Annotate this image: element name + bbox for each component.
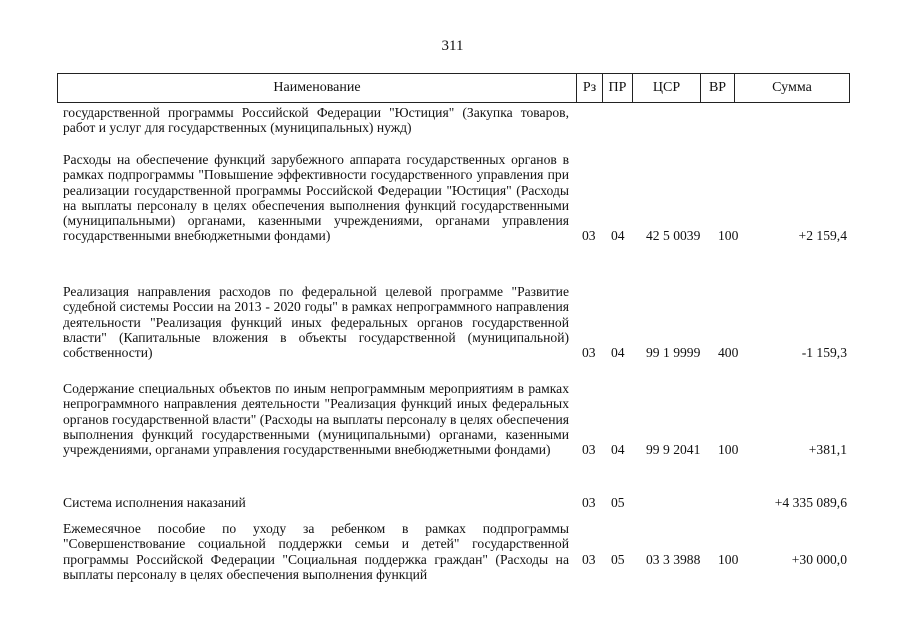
table-row [63,105,853,136]
table-row [63,152,853,244]
table-row [63,284,853,360]
row-csr: 03 3 3988 [646,551,701,567]
table-row [63,381,853,457]
row-csr: 99 9 2041 [646,442,701,458]
row-rz: 03 [582,495,596,510]
header-pr: ПР [602,74,632,102]
row-name: Реализация направления расходов по федеральной целевой программе "Развитие судебной системы России на 2013 - 2020 годы" в рамках непрограммного направления деятельности "Реализация функций иных федеральных органов государственной власти" (Капитальные вложения в объекты государственной (муниципальной) собственности) [63,284,569,361]
row-name: государственной программы Российской Федерации "Юстиция" (Закупка товаров, работ и услуг для государственных (муниципальных) нужд) [63,105,569,136]
row-pr: 05 [611,495,625,510]
row-rz: 03 [582,345,596,361]
row-sum: +30 000,0 [791,551,847,567]
header-csr: ЦСР [632,74,700,102]
row-pr: 05 [611,551,625,567]
table-row [63,495,853,510]
page-number: 311 [441,38,464,54]
row-name: Система исполнения наказаний [63,495,246,510]
row-vr: 100 [718,442,739,458]
row-rz: 03 [582,228,596,244]
table-header [57,73,850,103]
row-sum: +381,1 [808,442,847,458]
row-vr: 100 [718,228,739,244]
row-csr: 42 5 0039 [646,228,701,244]
row-rz: 03 [582,442,596,458]
row-name: Ежемесячное пособие по уходу за ребенком в рамках подпрограммы "Совершенствование социальной поддержки семьи и детей" государственной программы Российской Федерации "Социальная поддержка граждан" (Расходы на выплаты персоналу в целях обеспечения выполнения функций [63,521,569,582]
row-name: Расходы на обеспечение функций зарубежного аппарата государственных органов в рамках подпрограммы "Повышение эффективности государственного управления при реализации государственной программы Российской Федерации "Юстиция" (Расходы на выплаты персоналу в целях обеспечения выполнения функций государственными (муниципальными) органами, казенными учреждениями, органами управления государственными внебюджетными фондами) [63,152,569,244]
header-vr: ВР [700,74,734,102]
header-sum: Сумма [734,74,849,102]
row-pr: 04 [611,228,625,244]
table-row [63,521,853,582]
row-vr: 400 [718,345,739,361]
row-csr: 99 1 9999 [646,345,701,361]
row-pr: 04 [611,442,625,458]
header-rz: Рз [576,74,602,102]
header-name: Наименование [273,80,361,95]
row-rz: 03 [582,551,596,567]
row-sum: -1 159,3 [801,345,847,361]
row-pr: 04 [611,345,625,361]
row-vr: 100 [718,551,739,567]
row-sum: +4 335 089,6 [774,495,847,510]
row-sum: +2 159,4 [798,228,847,244]
row-name: Содержание специальных объектов по иным непрограммным мероприятиям в рамках непрограммного направления деятельности "Реализация функций иных федеральных органов государственной власти" (Расходы на выплаты персоналу в целях обеспечения выполнения функций государственными (муниципальными) органами, казенными учреждениями, органами управления государственными внебюджетными фондами) [63,381,569,458]
